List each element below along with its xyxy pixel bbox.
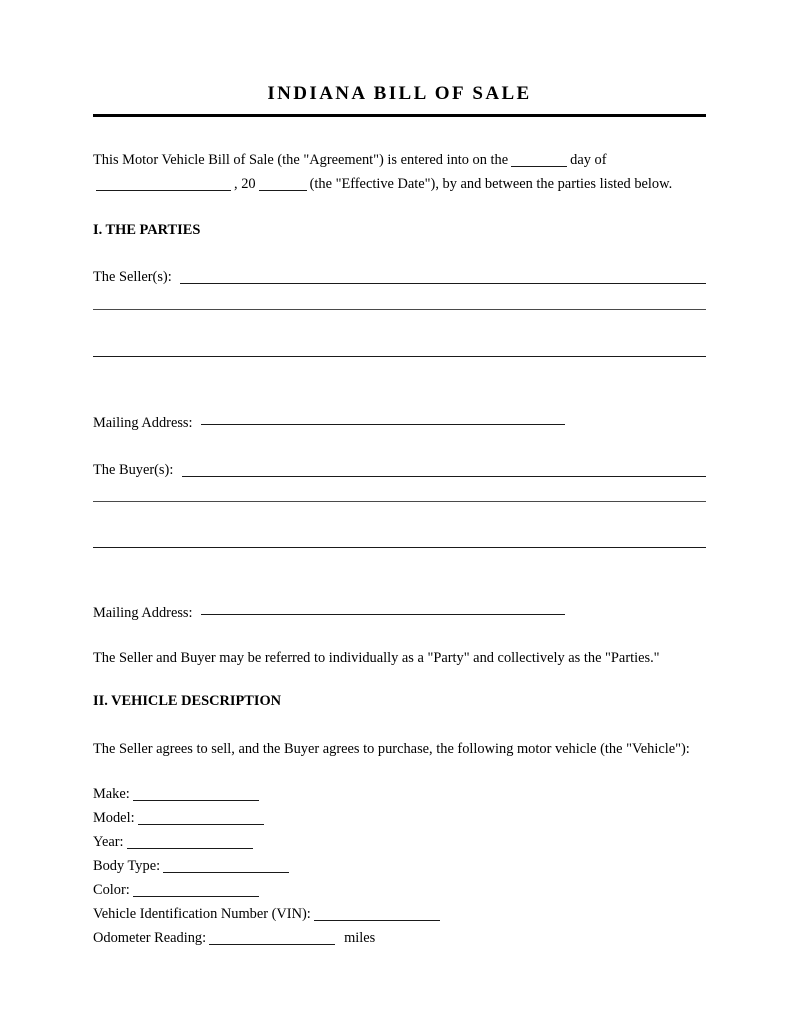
buyer-name-line-3[interactable] <box>93 547 706 548</box>
vehicle-field-odometer-label: Odometer Reading: <box>93 930 207 946</box>
vehicle-field-odometer <box>93 926 375 950</box>
seller-mailing-address-label: Mailing Address: <box>93 415 193 431</box>
seller-name-line-1[interactable] <box>180 283 706 284</box>
vehicle-field-model <box>93 806 267 830</box>
vehicle-field-make <box>93 782 262 806</box>
buyer-name-line-2[interactable] <box>93 501 706 502</box>
buyer-name-line-1[interactable] <box>182 476 706 477</box>
month-blank-field[interactable] <box>96 179 231 191</box>
vehicle-field-body-type-input[interactable] <box>163 861 289 873</box>
vehicle-field-odometer-input[interactable] <box>209 933 335 945</box>
title-divider <box>93 114 706 117</box>
page-title: INDIANA BILL OF SALE <box>267 83 532 104</box>
seller-mailing-address-line[interactable] <box>201 424 565 425</box>
vehicle-field-color-label: Color: <box>93 882 130 898</box>
vehicle-field-year <box>93 830 256 854</box>
intro-text-before-day-blank: This Motor Vehicle Bill of Sale (the "Agreement") is entered into on the <box>93 152 509 168</box>
vehicle-field-vin <box>93 902 443 926</box>
intro-line-2 <box>93 172 672 196</box>
vehicle-field-make-input[interactable] <box>133 789 259 801</box>
parties-definition-note: The Seller and Buyer may be referred to individually as a "Party" and collectively as the "Parties." <box>93 650 660 666</box>
buyer-mailing-address-line[interactable] <box>201 614 565 615</box>
year-blank-field[interactable] <box>259 179 307 191</box>
vehicle-field-model-label: Model: <box>93 810 135 826</box>
section-heading-vehicle-description: II. VEHICLE DESCRIPTION <box>93 693 282 709</box>
day-blank-field[interactable] <box>511 155 567 167</box>
vehicle-field-body-type-label: Body Type: <box>93 858 161 874</box>
intro-text-after-day-blank: day of <box>570 152 607 168</box>
seller-label: The Seller(s): <box>93 269 172 285</box>
intro-text-after-year-blank: (the "Effective Date"), by and between the parties listed below. <box>309 176 673 192</box>
vehicle-field-year-label: Year: <box>93 834 124 850</box>
buyer-label: The Buyer(s): <box>93 462 174 478</box>
vehicle-description-intro: The Seller agrees to sell, and the Buyer agrees to purchase, the following motor vehicle (the "Vehicle"): <box>93 741 690 757</box>
vehicle-field-year-input[interactable] <box>127 837 253 849</box>
section-heading-parties: I. THE PARTIES <box>93 222 201 238</box>
vehicle-field-odometer-unit: miles <box>344 930 376 946</box>
vehicle-field-color <box>93 878 262 902</box>
vehicle-field-model-input[interactable] <box>138 813 264 825</box>
vehicle-field-vin-input[interactable] <box>314 909 440 921</box>
vehicle-field-color-input[interactable] <box>133 885 259 897</box>
vehicle-field-vin-label: Vehicle Identification Number (VIN): <box>93 906 311 922</box>
vehicle-field-make-label: Make: <box>93 786 130 802</box>
buyer-mailing-address-label: Mailing Address: <box>93 605 193 621</box>
intro-year-prefix: , 20 <box>234 176 256 192</box>
vehicle-field-body-type <box>93 854 292 878</box>
seller-name-line-3[interactable] <box>93 356 706 357</box>
seller-name-line-2[interactable] <box>93 309 706 310</box>
intro-line-1 <box>93 148 607 172</box>
